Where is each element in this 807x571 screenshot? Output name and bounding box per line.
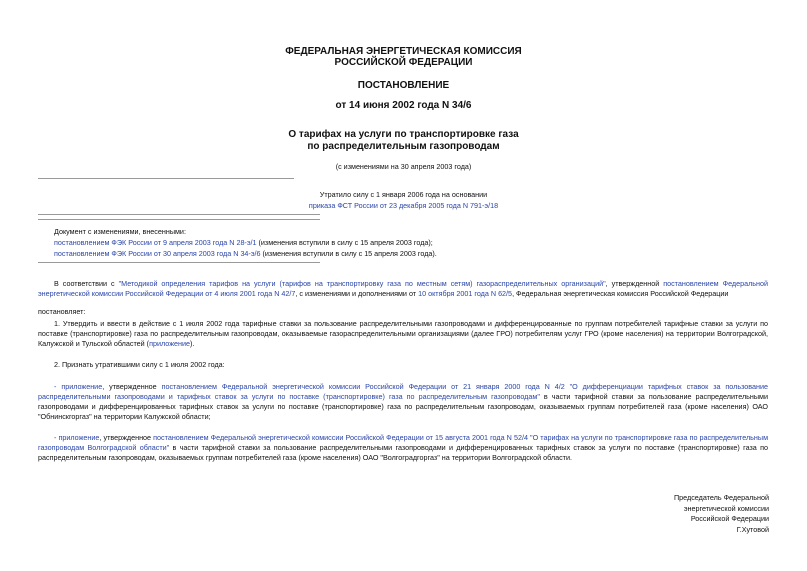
amendment-item [54,249,437,259]
divider [38,219,320,220]
text: , утвержденное [102,382,162,391]
clause-2: 2. Признать утратившими силу с 1 июля 2002 года: [54,360,225,369]
amendment-link[interactable]: постановлением ФЭК России от 30 апреля 2003 года N 34-э/6 [54,249,261,258]
org-name-line2: РОССИЙСКОЙ ФЕДЕРАЦИИ [334,57,473,68]
amendment-note: (изменения вступили в силу с 15 апреля 2003 года). [260,249,437,258]
text: , утвержденной [605,279,664,288]
text: в части тарифной ставки за пользование распределительными газопроводами и дифференцированных тарифных ставок за услуги по поставке (транспортировке) газа по распределительным газопроводам, оказываемых группам потребителей газа (кроме населения) ОАО "Волгоградгоргаз" на территории Волгоградской области. [38,443,769,462]
resolution-52-4-link[interactable]: постановлением Федеральной энергетической комиссии Российской Федерации от 15 августа 2001 года N 52/4 "О тарифах на услуги по транспортировке газа по распределительным газопроводам Волгоградской области" [38,433,769,452]
divider [38,178,294,179]
text: , утвержденное [99,433,154,442]
text: ). [189,339,195,348]
amendment-link[interactable]: постановлением ФЭК России от 9 апреля 2003 года N 28-э/1 [54,238,257,247]
text: - [54,433,59,442]
resolution-62-5-link[interactable]: 10 октября 2001 года N 62/5 [418,289,513,298]
divider [38,214,320,215]
divider [38,262,320,263]
signature-line: Председатель Федеральной [674,493,769,502]
appendix-link[interactable]: приложение [61,382,103,391]
text: В соответствии с [54,279,119,288]
revoked-item-1 [38,382,768,422]
signature-line: энергетической комиссии [683,503,769,513]
resolution-4-2-link[interactable]: постановлением Федеральной энергетической комиссии Российской Федерации от 21 января 2000 года N 4/2 "О дифференциации тарифных ставок за пользование распределительными газопроводами и тарифных ставок за услуги по поставке (транспортировке) газа по распределительным газопроводам" [38,382,769,401]
amendment-item [54,238,433,248]
org-name-line1: ФЕДЕРАЛЬНАЯ ЭНЕРГЕТИЧЕСКАЯ КОМИССИЯ [285,46,522,57]
preamble-paragraph [38,279,768,299]
appendix-link[interactable]: приложение [149,339,190,348]
doc-title-line1: О тарифах на услуги по транспортировке газа [288,129,519,140]
signature-line: Российской Федерации [690,514,769,523]
signature-block [674,493,769,535]
text: , Федеральная энергетическая комиссия Российской Федерации [512,289,729,298]
resolution-42-7-link[interactable]: постановлением Федеральной энергетической комиссии Российской Федерации от 4 июля 2001 года N 42/7 [38,279,769,298]
clause-1 [38,319,768,349]
doc-date-number: от 14 июня 2002 года N 34/6 [335,100,472,111]
resolves-label: постановляет: [38,307,86,316]
revoked-item-2 [38,433,768,463]
validity-link[interactable]: приказа ФСТ России от 23 декабря 2005 года N 791-э/18 [308,201,499,210]
amended-note: (с изменениями на 30 апреля 2003 года) [335,162,472,171]
methodology-link[interactable]: "Методикой определения тарифов на услуги (тарифов на транспортировку газа по местным сетям) газораспределительных организаций" [118,279,606,288]
text: 1. Утвердить и ввести в действие с 1 июля 2002 года тарифные ставки за пользование распределительными газопроводами и дифференцированные по группам потребителей тарифные ставки за услуги по поставке (транспортировке) газа по распределительным газопроводам, оказываемые газораспределительными организациями (далее ГРО) потребителям услуг ГРО (кроме населения) на территории Волгоградской, Калужской и Тульской областей ( [38,319,768,348]
doc-title-line2: по распределительным газопроводам [307,141,500,152]
validity-line: Утратило силу с 1 января 2006 года на основании [319,190,488,199]
amendment-note: (изменения вступили в силу с 15 апреля 2003 года); [256,238,433,247]
text: в части тарифной ставки за пользование распределительными газопроводами и дифференцированных тарифных ставок за услуги по поставке (транспортировке) газа по распределительным газопроводам, оказываемых группам потребителей газа (кроме населения) ОАО "Обнинскгоргаз" на территории Калужской области; [38,392,768,421]
appendix-link[interactable]: приложение [58,433,100,442]
signatory-name: Г.Хутовой [736,524,769,534]
amendments-intro: Документ с изменениями, внесенными: [54,227,186,236]
text: , с изменениями и дополнениями от [295,289,419,298]
text: - [54,382,62,391]
doc-type: ПОСТАНОВЛЕНИЕ [357,80,450,91]
